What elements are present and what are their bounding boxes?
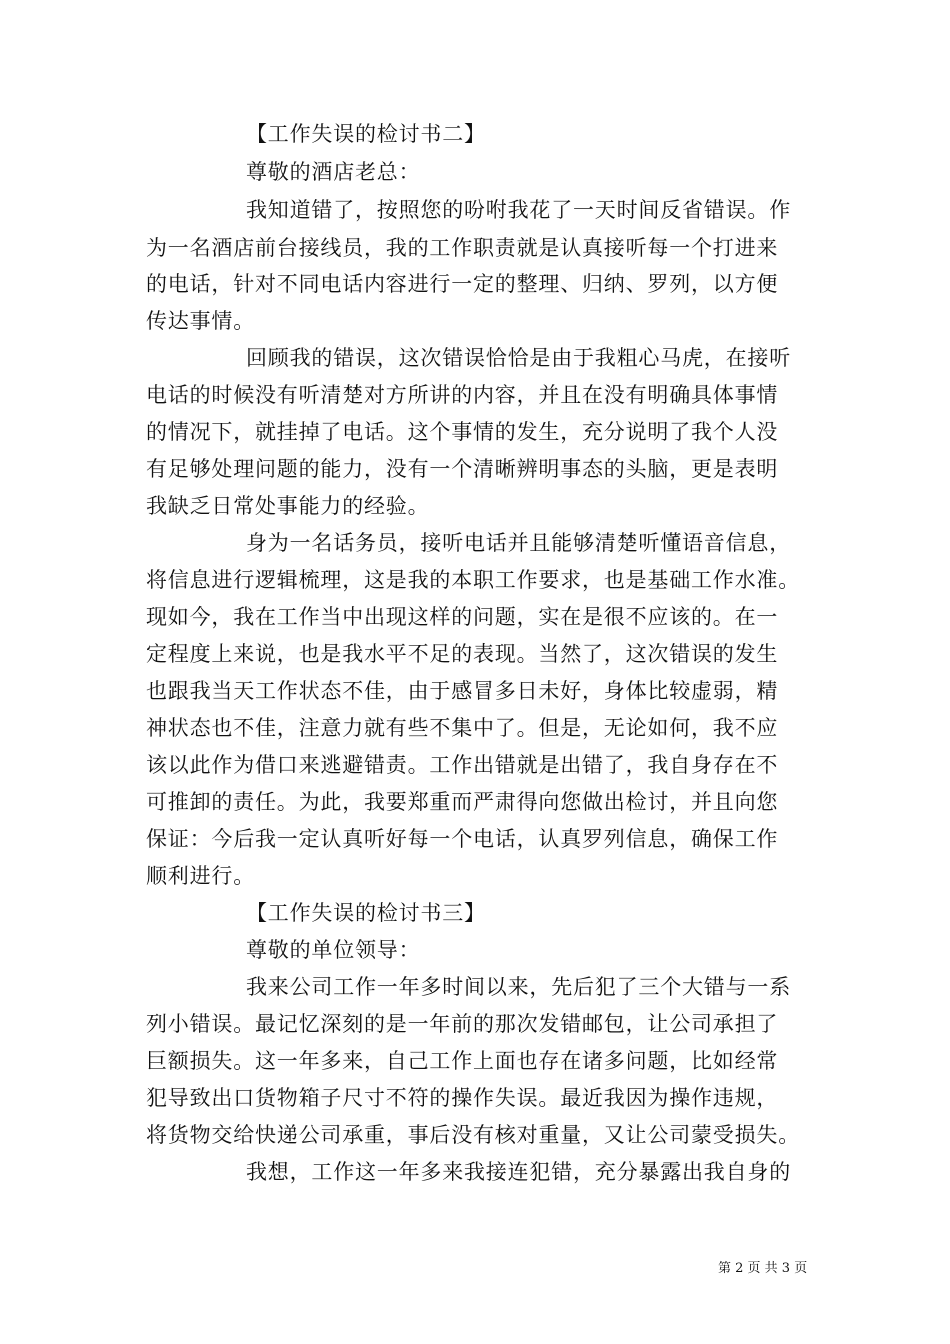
paragraph-line: 也跟我当天工作状态不佳，由于感冒多日未好，身体比较虚弱，精	[146, 679, 779, 703]
paragraph-line: 列小错误。最记忆深刻的是一年前的那次发错邮包，让公司承担了	[146, 1012, 779, 1036]
paragraph-line: 将货物交给快递公司承重，事后没有核对重量，又让公司蒙受损失。	[146, 1123, 800, 1147]
paragraph-line: 我缺乏日常处事能力的经验。	[146, 494, 430, 518]
paragraph-line: 定程度上来说，也是我水平不足的表现。当然了，这次错误的发生	[146, 642, 779, 666]
paragraph-line: 我来公司工作一年多时间以来，先后犯了三个大错与一系	[246, 975, 791, 999]
paragraph-line: 该以此作为借口来逃避错责。工作出错就是出错了，我自身存在不	[146, 753, 779, 777]
paragraph-line: 的情况下，就挂掉了电话。这个事情的发生，充分说明了我个人没	[146, 420, 779, 444]
paragraph-line: 为一名酒店前台接线员，我的工作职责就是认真接听每一个打进来	[146, 236, 779, 260]
page-number: 第 2 页 共 3 页	[718, 1261, 808, 1276]
paragraph-line: 巨额损失。这一年多来，自己工作上面也存在诸多问题，比如经常	[146, 1049, 779, 1073]
paragraph-line: 回顾我的错误，这次错误恰恰是由于我粗心马虎，在接听	[246, 346, 791, 370]
paragraph-line: 保证：今后我一定认真听好每一个电话，认真罗列信息，确保工作	[146, 827, 779, 851]
paragraph-line: 顺利进行。	[146, 864, 255, 888]
paragraph-line: 我知道错了，按照您的吩咐我花了一天时间反省错误。作	[246, 198, 791, 222]
paragraph-line: 身为一名话务员，接听电话并且能够清楚听懂语音信息，	[246, 531, 791, 555]
section-heading: 【工作失误的检讨书二】	[246, 122, 486, 146]
paragraph-line: 传达事情。	[146, 309, 255, 333]
paragraph-line: 我想，工作这一年多来我接连犯错，充分暴露出我自身的	[246, 1160, 791, 1184]
paragraph-line: 现如今，我在工作当中出现这样的问题，实在是很不应该的。在一	[146, 605, 779, 629]
paragraph-line: 可推卸的责任。为此，我要郑重而严肃得向您做出检讨，并且向您	[146, 790, 779, 814]
paragraph-line: 将信息进行逻辑梳理，这是我的本职工作要求，也是基础工作水准。	[146, 568, 800, 592]
paragraph-line: 神状态也不佳，注意力就有些不集中了。但是，无论如何，我不应	[146, 716, 779, 740]
paragraph-line: 电话的时候没有听清楚对方所讲的内容，并且在没有明确具体事情	[146, 383, 779, 407]
paragraph-line: 犯导致出口货物箱子尺寸不符的操作失误。最近我因为操作违规，	[146, 1086, 779, 1110]
salutation: 尊敬的酒店老总：	[246, 160, 421, 184]
paragraph-line: 有足够处理问题的能力，没有一个清晰辨明事态的头脑，更是表明	[146, 457, 779, 481]
section-heading: 【工作失误的检讨书三】	[246, 901, 486, 925]
paragraph-line: 的电话，针对不同电话内容进行一定的整理、归纳、罗列，以方便	[146, 272, 779, 296]
salutation: 尊敬的单位领导：	[246, 938, 421, 962]
